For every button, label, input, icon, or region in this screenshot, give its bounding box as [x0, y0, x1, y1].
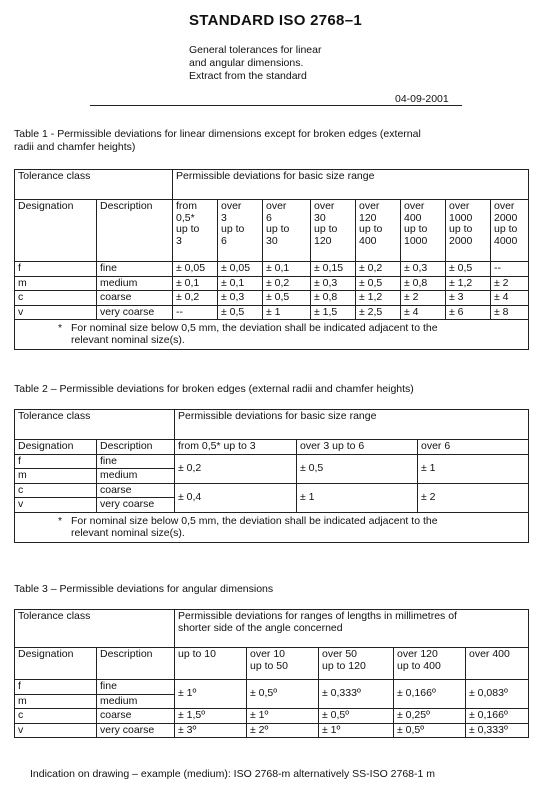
value-cell: ± 4 [401, 305, 446, 320]
value-cell: ± 0,8 [401, 276, 446, 291]
value-cell: ± 0,5 [218, 305, 263, 320]
value-cell: ± 0,1 [263, 262, 311, 277]
table2-broken-edges [14, 409, 529, 543]
range-text: 4000 [494, 234, 518, 247]
value-cell: ± 0,4 [175, 483, 297, 512]
range-text: 120 [359, 211, 377, 224]
subtitle-line: General tolerances for linear [189, 44, 322, 56]
range-text: over [266, 200, 287, 212]
value-cell: ± 0,5 [297, 454, 418, 483]
range-text: 30 [266, 234, 278, 247]
value-cell: ± 0,2 [263, 276, 311, 291]
range-header [175, 610, 529, 648]
value-cell: ± 0,5º [319, 709, 394, 724]
document-subtitle [189, 44, 409, 83]
range-text: over [314, 200, 335, 212]
value-cell: ± 2,5 [356, 305, 401, 320]
description-header: Description [97, 648, 175, 680]
range-text: 400 [404, 211, 422, 224]
range-cell [173, 200, 218, 262]
value-cell: ± 3º [175, 723, 247, 738]
footnote-star: * [58, 322, 63, 334]
footnote-line: For nominal size below 0,5 mm, the deviation shall be indicated adjacent to the [71, 322, 438, 334]
caption-line: radii and chamfer heights) [14, 141, 136, 153]
value-cell: ± 0,2 [356, 262, 401, 277]
range-text: 1000 [404, 234, 428, 247]
table3-angular-deviations [14, 609, 529, 738]
value-cell: ± 0,05 [218, 262, 263, 277]
footnote-line: relevant nominal size(s). [71, 526, 185, 539]
range-text: 1000 [449, 211, 473, 224]
value-cell: ± 0,333º [466, 723, 529, 738]
range-cell [319, 648, 394, 680]
range-text: 3 [176, 234, 182, 247]
table-row [15, 291, 529, 306]
footnote-line: relevant nominal size(s). [71, 334, 185, 346]
description-header: Description [97, 440, 175, 455]
table2-caption: Table 2 – Permissible deviations for broken edges (external radii and chamfer heights) [14, 383, 414, 395]
range-cell: from 0,5* up to 3 [175, 440, 297, 455]
value-cell: ± 0,3 [401, 262, 446, 277]
document-date: 04-09-2001 [395, 93, 449, 105]
header-divider [90, 105, 462, 106]
value-cell: ± 0,5 [446, 262, 491, 277]
value-cell: ± 0,15 [311, 262, 356, 277]
range-text: over [221, 200, 242, 212]
designation-cell: m [15, 469, 97, 484]
table1-caption [14, 128, 421, 154]
value-cell: ± 2 [418, 483, 529, 512]
range-text: 2000 [449, 234, 473, 247]
table-row [15, 709, 529, 724]
designation-cell: c [15, 709, 97, 724]
value-cell: ± 2º [247, 723, 319, 738]
value-cell: ± 0,3 [311, 276, 356, 291]
description-header: Description [97, 200, 173, 262]
range-text: 400 [359, 234, 377, 247]
description-cell: coarse [97, 483, 175, 498]
value-cell: ± 0,5 [263, 291, 311, 306]
table-row [15, 454, 529, 469]
range-cell [218, 200, 263, 262]
range-text: 3 [221, 211, 227, 224]
value-cell: ± 2 [491, 276, 529, 291]
value-cell: ± 1,2 [446, 276, 491, 291]
range-cell [311, 200, 356, 262]
range-text: over [404, 200, 425, 212]
description-cell: coarse [97, 291, 173, 306]
value-cell: ± 0,1 [173, 276, 218, 291]
designation-cell: c [15, 483, 97, 498]
value-cell: ± 0,5º [394, 723, 466, 738]
range-text: up to 10 [178, 648, 216, 660]
description-cell: very coarse [97, 305, 173, 320]
value-cell: ± 0,1 [218, 276, 263, 291]
drawing-indication-note: Indication on drawing – example (medium): ISO 2768-m alternatively SS-ISO 2768-1 m [30, 768, 436, 780]
range-cell [466, 648, 529, 680]
value-cell: ± 0,166º [466, 709, 529, 724]
table-row [15, 483, 529, 498]
value-cell: ± 1 [418, 454, 529, 483]
value-cell: ± 3 [446, 291, 491, 306]
range-text: up to 400 [397, 659, 441, 672]
description-cell: medium [97, 469, 175, 484]
range-text: 0,5* [176, 211, 195, 224]
designation-header: Designation [15, 648, 97, 680]
value-cell: -- [491, 262, 529, 277]
description-cell: very coarse [97, 723, 175, 738]
range-text: 6 [266, 211, 272, 224]
range-text: up to [494, 223, 518, 235]
designation-cell: f [15, 454, 97, 469]
value-cell: ± 1º [175, 680, 247, 709]
table2-footnote [15, 512, 529, 542]
range-cell [356, 200, 401, 262]
document-title: STANDARD ISO 2768–1 [189, 12, 362, 29]
designation-cell: f [15, 680, 97, 695]
range-text: from [176, 200, 197, 212]
range-text: 30 [314, 211, 326, 224]
value-cell: ± 1,5º [175, 709, 247, 724]
value-cell: ± 8 [491, 305, 529, 320]
value-cell: ± 0,2 [173, 291, 218, 306]
description-cell: fine [97, 680, 175, 695]
value-cell: ± 1,2 [356, 291, 401, 306]
range-text: over 120 [397, 648, 438, 660]
description-cell: fine [97, 262, 173, 277]
description-cell: medium [97, 276, 173, 291]
value-cell: -- [173, 305, 218, 320]
range-header-line: shorter side of the angle concerned [178, 621, 343, 634]
designation-header: Designation [15, 440, 97, 455]
value-cell: ± 0,05 [173, 262, 218, 277]
range-cell [491, 200, 529, 262]
range-text: over 50 [322, 648, 358, 660]
footnote-line: For nominal size below 0,5 mm, the deviation shall be indicated adjacent to the [71, 514, 438, 527]
table3-caption: Table 3 – Permissible deviations for angular dimensions [14, 583, 274, 595]
table-row [15, 276, 529, 291]
table-row [15, 680, 529, 695]
range-cell [394, 648, 466, 680]
value-cell: ± 1,5 [311, 305, 356, 320]
range-cell [263, 200, 311, 262]
range-text: 120 [314, 234, 332, 247]
range-text: 2000 [494, 211, 518, 224]
table-row [15, 723, 529, 738]
designation-cell: f [15, 262, 97, 277]
value-cell: ± 1º [247, 709, 319, 724]
description-cell: coarse [97, 709, 175, 724]
designation-header: Designation [15, 200, 97, 262]
designation-cell: v [15, 305, 97, 320]
footnote-star: * [58, 514, 63, 527]
table-row [15, 262, 529, 277]
value-cell: ± 0,25º [394, 709, 466, 724]
range-text: up to [266, 223, 290, 235]
value-cell: ± 4 [491, 291, 529, 306]
tolerance-class-header: Tolerance class [15, 610, 175, 648]
range-text: over [449, 200, 470, 212]
value-cell: ± 0,2 [175, 454, 297, 483]
tolerance-class-header: Tolerance class [15, 410, 175, 440]
value-cell: ± 0,333º [319, 680, 394, 709]
table1-linear-deviations [14, 169, 529, 350]
value-cell: ± 2 [401, 291, 446, 306]
subtitle-line: and angular dimensions. [189, 57, 304, 69]
description-cell: medium [97, 694, 175, 709]
range-cell [247, 648, 319, 680]
range-text: over [494, 200, 515, 212]
range-cell: over 6 [418, 440, 529, 455]
range-text: up to [176, 223, 200, 235]
range-header: Permissible deviations for basic size range [175, 410, 529, 440]
value-cell: ± 1 [263, 305, 311, 320]
value-cell: ± 0,5 [356, 276, 401, 291]
range-text: over [359, 200, 380, 212]
range-cell [446, 200, 491, 262]
range-text: up to [359, 223, 383, 235]
value-cell: ± 6 [446, 305, 491, 320]
range-text: up to 50 [250, 659, 288, 672]
tolerance-class-header: Tolerance class [15, 170, 173, 200]
range-header: Permissible deviations for basic size range [173, 170, 529, 200]
value-cell: ± 1º [319, 723, 394, 738]
designation-cell: c [15, 291, 97, 306]
range-text: 6 [221, 234, 227, 247]
range-cell [401, 200, 446, 262]
designation-cell: v [15, 723, 97, 738]
table1-footnote [15, 320, 529, 350]
range-text: up to [221, 223, 245, 235]
value-cell: ± 0,083º [466, 680, 529, 709]
description-cell: very coarse [97, 498, 175, 513]
range-text: up to 120 [322, 659, 366, 672]
designation-cell: v [15, 498, 97, 513]
subtitle-line: Extract from the standard [189, 70, 307, 82]
range-text: up to [449, 223, 473, 235]
range-text: up to [314, 223, 338, 235]
range-cell [175, 648, 247, 680]
description-cell: fine [97, 454, 175, 469]
designation-cell: m [15, 276, 97, 291]
range-header-line: Permissible deviations for ranges of lengths in millimetres of [178, 610, 457, 622]
range-text: up to [404, 223, 428, 235]
range-text: over 10 [250, 648, 286, 660]
value-cell: ± 1 [297, 483, 418, 512]
value-cell: ± 0,166º [394, 680, 466, 709]
value-cell: ± 0,3 [218, 291, 263, 306]
range-cell: over 3 up to 6 [297, 440, 418, 455]
range-text: over 400 [469, 648, 510, 660]
caption-line: Table 1 - Permissible deviations for linear dimensions except for broken edges (external [14, 128, 421, 140]
value-cell: ± 0,5º [247, 680, 319, 709]
table-row [15, 305, 529, 320]
designation-cell: m [15, 694, 97, 709]
value-cell: ± 0,8 [311, 291, 356, 306]
